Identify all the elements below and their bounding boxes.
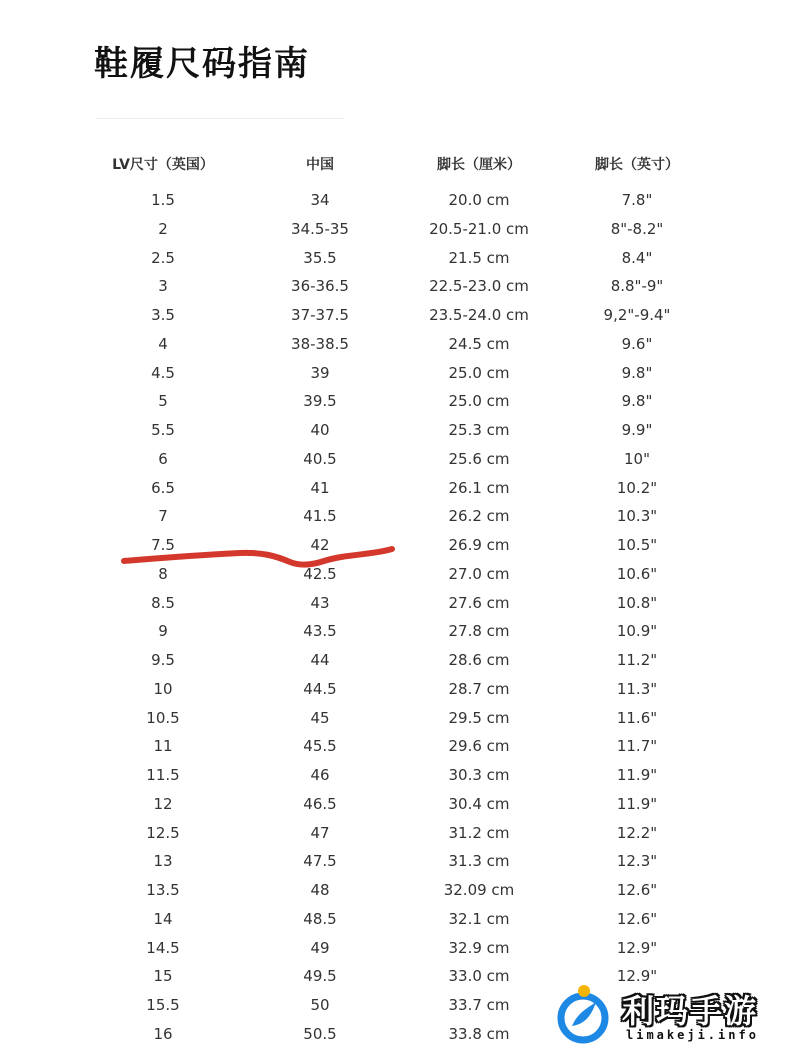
cell-foot-length-cm: 28.7 cm	[448, 679, 510, 698]
watermark-name: 利玛手游	[622, 992, 759, 1030]
cell-foot-length-inch: 12.9"	[616, 938, 658, 957]
cell-lv-size: 2.5	[151, 248, 175, 267]
cell-lv-size: 15	[153, 967, 173, 986]
cell-foot-length-cm: 24.5 cm	[448, 334, 510, 353]
cell-china-size: 40.5	[303, 449, 337, 468]
cell-china-size: 45.5	[303, 737, 337, 756]
cell-foot-length-cm: 22.5-23.0 cm	[429, 277, 529, 296]
cell-foot-length-cm: 31.3 cm	[448, 852, 510, 871]
cell-china-size: 50.5	[303, 1024, 337, 1043]
cell-foot-length-cm: 33.0 cm	[448, 967, 510, 986]
cell-foot-length-cm: 27.8 cm	[448, 622, 510, 641]
cell-china-size: 41.5	[303, 507, 337, 526]
cell-foot-length-inch: 7.8"	[621, 191, 653, 209]
cell-foot-length-cm: 20.0 cm	[448, 191, 510, 209]
cell-china-size: 42	[310, 536, 330, 554]
cell-china-size: 49.5	[303, 967, 337, 986]
cell-foot-length-inch: 8.8"-9"	[610, 277, 664, 296]
cell-china-size: 48.5	[303, 909, 337, 928]
cell-lv-size: 5	[158, 392, 168, 411]
cell-china-size: 37-37.5	[291, 306, 349, 324]
cell-foot-length-cm: 25.0 cm	[448, 363, 510, 382]
cell-lv-size: 12.5	[146, 823, 180, 842]
cell-foot-length-inch: 11.7"	[616, 737, 658, 756]
cell-foot-length-cm: 26.2 cm	[448, 507, 510, 526]
cell-foot-length-cm: 29.6 cm	[448, 737, 510, 756]
header-foot-length-cm: 脚长（厘米）	[437, 157, 521, 173]
cell-china-size: 44.5	[303, 679, 337, 698]
cell-china-size: 38-38.5	[291, 334, 349, 353]
cell-foot-length-cm: 25.6 cm	[448, 449, 510, 468]
cell-lv-size: 3.5	[151, 306, 175, 324]
cell-lv-size: 4.5	[151, 363, 175, 382]
cell-foot-length-inch: 11.3"	[616, 679, 658, 698]
cell-china-size: 50	[310, 996, 330, 1014]
cell-lv-size: 6	[158, 449, 168, 468]
cell-china-size: 43	[310, 593, 330, 612]
cell-lv-size: 14.5	[146, 938, 180, 957]
cell-lv-size: 15.5	[146, 996, 180, 1014]
cell-foot-length-inch: 12.3"	[616, 852, 658, 871]
cell-foot-length-inch: 11.9"	[616, 766, 658, 784]
cell-foot-length-inch: 9.8"	[621, 392, 653, 411]
cell-lv-size: 1.5	[151, 191, 175, 209]
header-lv-size: LV尺寸（英国）	[112, 157, 214, 173]
cell-lv-size: 16	[153, 1024, 173, 1043]
cell-china-size: 49	[310, 938, 330, 957]
cell-foot-length-cm: 30.4 cm	[448, 794, 510, 813]
watermark-url: limakeji.info	[626, 1028, 759, 1042]
cell-foot-length-inch: 10.8"	[616, 593, 658, 612]
cell-lv-size: 11	[153, 737, 173, 756]
cell-lv-size: 6.5	[151, 478, 175, 497]
cell-china-size: 41	[310, 478, 330, 497]
cell-lv-size: 14	[153, 909, 173, 928]
cell-foot-length-inch: 11.9"	[616, 794, 658, 813]
cell-lv-size: 8.5	[151, 593, 175, 612]
cell-china-size: 43.5	[303, 622, 337, 641]
cell-china-size: 34	[310, 191, 330, 209]
cell-foot-length-inch: 10.6"	[616, 564, 658, 583]
cell-china-size: 35.5	[303, 248, 337, 267]
cell-china-size: 39	[310, 363, 330, 382]
cell-foot-length-inch: 11.2"	[616, 651, 658, 669]
cell-lv-size: 7	[158, 507, 168, 526]
cell-china-size: 42.5	[303, 564, 337, 583]
cell-foot-length-cm: 27.6 cm	[448, 593, 510, 612]
cell-lv-size: 10.5	[146, 708, 180, 727]
cell-foot-length-cm: 32.09 cm	[443, 881, 515, 899]
cell-lv-size: 3	[158, 277, 168, 296]
cell-china-size: 46.5	[303, 794, 337, 813]
cell-foot-length-inch: 11.6"	[616, 708, 658, 727]
cell-foot-length-cm: 26.1 cm	[448, 478, 510, 497]
cell-foot-length-cm: 21.5 cm	[448, 248, 510, 267]
cell-foot-length-cm: 27.0 cm	[448, 564, 510, 583]
cell-foot-length-inch: 12.6"	[616, 881, 658, 899]
cell-china-size: 46	[310, 766, 330, 784]
cell-lv-size: 10	[153, 679, 173, 698]
cell-foot-length-inch: 9.8"	[621, 363, 653, 382]
cell-lv-size: 4	[158, 334, 168, 353]
cell-lv-size: 13	[153, 852, 173, 871]
cell-lv-size: 5.5	[151, 421, 175, 439]
cell-china-size: 44	[310, 651, 330, 669]
cell-foot-length-cm: 25.0 cm	[448, 392, 510, 411]
cell-china-size: 47.5	[303, 852, 337, 871]
cell-china-size: 40	[310, 421, 330, 439]
cell-foot-length-inch: 10"	[624, 449, 650, 468]
cell-foot-length-inch: 10.3"	[616, 507, 658, 526]
cell-foot-length-cm: 31.2 cm	[448, 823, 510, 842]
cell-foot-length-inch: 10.2"	[616, 478, 658, 497]
cell-foot-length-inch: 12.9"	[616, 967, 658, 986]
cell-foot-length-cm: 26.9 cm	[448, 536, 510, 554]
cell-foot-length-cm: 32.9 cm	[448, 938, 510, 957]
cell-foot-length-cm: 25.3 cm	[448, 421, 510, 439]
cell-foot-length-cm: 33.8 cm	[448, 1024, 510, 1043]
cell-lv-size: 8	[158, 564, 168, 583]
cell-lv-size: 7.5	[151, 536, 175, 554]
cell-lv-size: 11.5	[146, 766, 180, 784]
cell-lv-size: 13.5	[146, 881, 180, 899]
header-foot-length-inch: 脚长（英寸）	[595, 157, 679, 173]
cell-foot-length-cm: 33.7 cm	[448, 996, 510, 1014]
site-logo-icon	[552, 982, 616, 1046]
cell-foot-length-inch: 8.4"	[621, 248, 653, 267]
page-title: 鞋履尺码指南	[94, 44, 310, 84]
cell-china-size: 39.5	[303, 392, 337, 411]
site-watermark	[552, 980, 792, 1046]
cell-foot-length-cm: 29.5 cm	[448, 708, 510, 727]
cell-foot-length-inch: 10.9"	[616, 622, 658, 641]
cell-foot-length-inch: 12.6"	[616, 909, 658, 928]
cell-foot-length-inch: 12.2"	[616, 823, 658, 842]
cell-china-size: 45	[310, 708, 330, 727]
cell-china-size: 36-36.5	[291, 277, 349, 296]
cell-lv-size: 12	[153, 794, 173, 813]
cell-foot-length-cm: 20.5-21.0 cm	[429, 219, 529, 238]
header-china-size: 中国	[306, 157, 334, 173]
cell-foot-length-cm: 32.1 cm	[448, 909, 510, 928]
cell-foot-length-cm: 28.6 cm	[448, 651, 510, 669]
cell-foot-length-inch: 10.5"	[616, 536, 658, 554]
cell-foot-length-inch: 9.6"	[621, 334, 653, 353]
cell-lv-size: 9.5	[151, 651, 175, 669]
cell-foot-length-inch: 9,2"-9.4"	[603, 306, 671, 324]
cell-foot-length-inch: 8"-8.2"	[610, 219, 664, 238]
cell-foot-length-cm: 23.5-24.0 cm	[429, 306, 529, 324]
cell-lv-size: 2	[158, 219, 168, 238]
cell-china-size: 34.5-35	[291, 219, 349, 238]
cell-lv-size: 9	[158, 622, 168, 641]
cell-foot-length-cm: 30.3 cm	[448, 766, 510, 784]
cell-china-size: 48	[310, 881, 330, 899]
cell-foot-length-inch: 9.9"	[621, 421, 653, 439]
cell-china-size: 47	[310, 823, 330, 842]
